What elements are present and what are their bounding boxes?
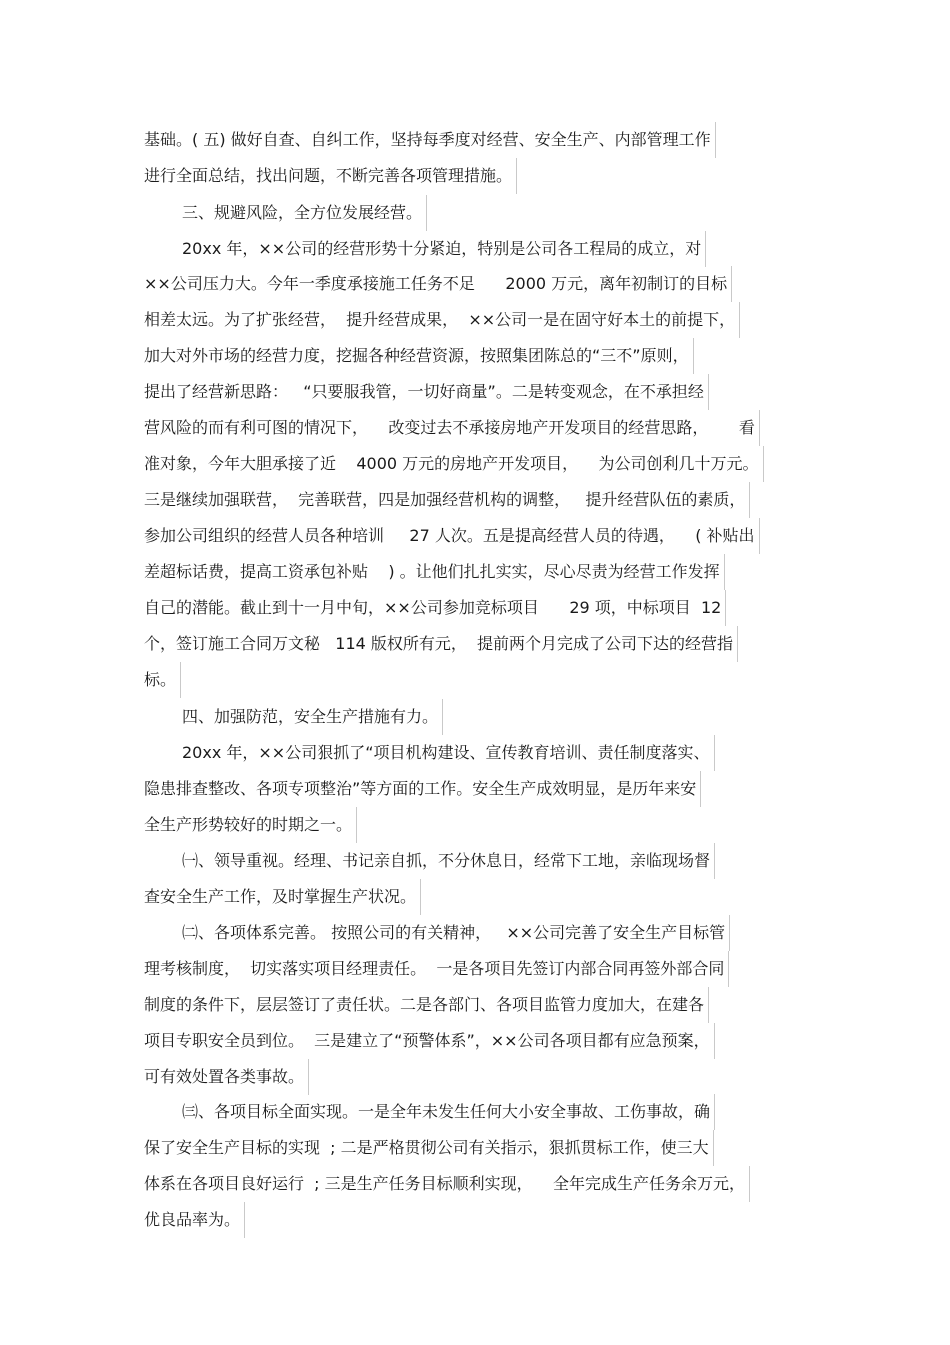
text-line: ㈢、各项目标全面实现。一是全年未发生任何大小安全事故、工伤事故，确	[182, 1094, 715, 1130]
text-line: ㈡、各项体系完善。 按照公司的有关精神， ××公司完善了安全生产目标管	[182, 915, 730, 951]
text-line: 三、规避风险，全方位发展经营。	[182, 195, 427, 231]
text-line: 个，签订施工合同万文秘 114 版权所有元， 提前两个月完成了公司下达的经营指	[144, 626, 738, 662]
text-line: 标。	[144, 662, 181, 698]
text-line: 三是继续加强联营， 完善联营，四是加强经营机构的调整， 提升经营队伍的素质，	[144, 482, 750, 518]
text-line: 参加公司组织的经营人员各种培训 27 人次。五是提高经营人员的待遇， ( 补贴出	[144, 518, 760, 554]
text-line: 四、加强防范，安全生产措施有力。	[182, 699, 443, 735]
text-line: 相差太远。为了扩张经营， 提升经营成果， ××公司一是在固守好本土的前提下，	[144, 302, 740, 338]
text-line: 优良品率为。	[144, 1202, 245, 1238]
text-line: 全生产形势较好的时期之一。	[144, 807, 357, 843]
text-line: 进行全面总结，找出问题，不断完善各项管理措施。	[144, 158, 517, 194]
text-line: 体系在各项目良好运行 ; 三是生产任务目标顺利实现， 全年完成生产任务余万元，	[144, 1166, 750, 1202]
text-line: 基础。( 五) 做好自查、自纠工作，坚持每季度对经营、安全生产、内部管理工作	[144, 122, 716, 158]
text-line: 理考核制度， 切实落实项目经理责任。 一是各项目先签订内部合同再签外部合同	[144, 951, 729, 987]
text-line: 保了安全生产目标的实现 ; 二是严格贯彻公司有关指示，狠抓贯标工作，使三大	[144, 1130, 714, 1166]
text-line: ××公司压力大。今年一季度承接施工任务不足 2000 万元，离年初制订的目标	[144, 266, 732, 302]
text-line: ㈠、领导重视。经理、书记亲自抓，不分休息日，经常下工地，亲临现场督	[182, 843, 715, 879]
text-line: 查安全生产工作，及时掌握生产状况。	[144, 879, 421, 915]
text-line: 项目专职安全员到位。 三是建立了“预警体系”，××公司各项目都有应急预案，	[144, 1023, 715, 1059]
text-line: 营风险的而有利可图的情况下， 改变过去不承接房地产开发项目的经营思路， 看	[144, 410, 760, 446]
text-line: 差超标话费，提高工资承包补贴 ) 。让他们扎扎实实，尽心尽责为经营工作发挥	[144, 554, 725, 590]
text-line: 自己的潜能。截止到十一月中旬，××公司参加竞标项目 29 项，中标项目 12	[144, 590, 726, 626]
text-line: 准对象，今年大胆承接了近 4000 万元的房地产开发项目， 为公司创利几十万元。	[144, 446, 764, 482]
text-line: 隐患排查整改、各项专项整治”等方面的工作。安全生产成效明显，是历年来安	[144, 771, 701, 807]
text-line: 可有效处置各类事故。	[144, 1059, 309, 1095]
text-line: 加大对外市场的经营力度，挖掘各种经营资源，按照集团陈总的“三不”原则，	[144, 338, 694, 374]
text-line: 20xx 年，××公司的经营形势十分紧迫，特别是公司各工程局的成立，对	[182, 231, 706, 267]
text-line: 制度的条件下，层层签订了责任状。二是各部门、各项目监管力度加大，在建各	[144, 987, 709, 1023]
text-line: 提出了经营新思路： “只要服我管，一切好商量”。二是转变观念，在不承担经	[144, 374, 709, 410]
text-line: 20xx 年，××公司狠抓了“项目机构建设、宣传教育培训、责任制度落实、	[182, 735, 715, 771]
